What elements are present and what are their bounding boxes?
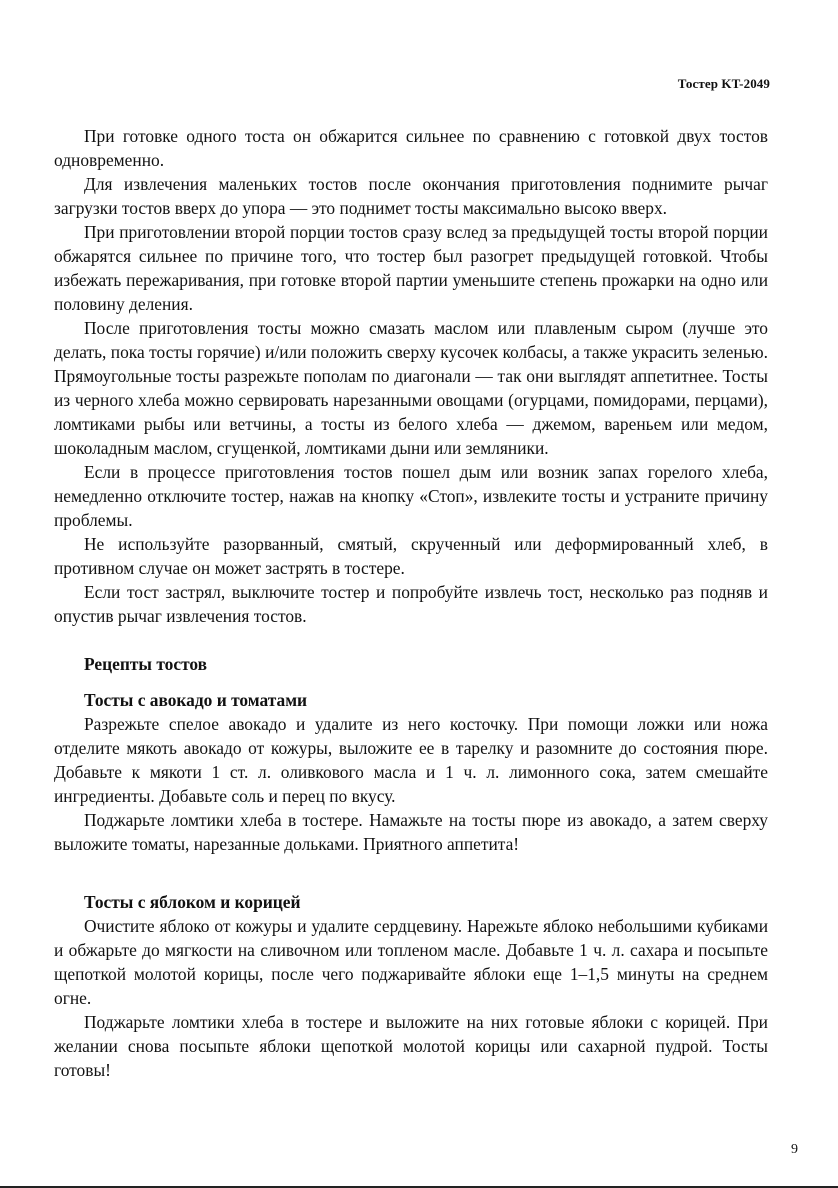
body-paragraph: При готовке одного тоста он обжарится сильнее по сравнению с готовкой двух тостов одновременно.: [54, 126, 768, 170]
page-content: [54, 124, 768, 1082]
section-heading: Рецепты тостов: [84, 654, 208, 674]
body-paragraph: После приготовления тосты можно смазать маслом или плавленым сыром (лучше это делать, пока тосты горячие) и/или положить сверху кусочек колбасы, а также украсить зеленью. Прямоугольные тосты разрежьте пополам по диагонали — так они выглядят аппетитнее. Тосты из черного хлеба можно сервировать нарезанными овощами (огурцами, помидорами, перцами), ломтиками рыбы или ветчины, а тосты из белого хлеба — джемом, вареньем или медом, шоколадным маслом, сгущенкой, ломтиками дыни или земляники.: [54, 318, 768, 458]
body-paragraph: Не используйте разорванный, смятый, скрученный или деформированный хлеб, в противном случае он может застрять в тостере.: [54, 534, 768, 578]
body-paragraph: Если в процессе приготовления тостов пошел дым или возник запах горелого хлеба, немедленно отключите тостер, нажав на кнопку «Стоп», извлеките тосты и устраните причину проблемы.: [54, 462, 768, 530]
recipe-paragraph: Разрежьте спелое авокадо и удалите из него косточку. При помощи ложки или ножа отделите мякоть авокадо от кожуры, выложите ее в тарелку и разомните до состояния пюре. Добавьте к мякоти 1 ст. л. оливкового масла и 1 ч. л. лимонного сока, затем смешайте ингредиенты. Добавьте соль и перец по вкусу.: [54, 714, 768, 806]
recipe-paragraph: Очистите яблоко от кожуры и удалите сердцевину. Нарежьте яблоко небольшими кубиками и обжарьте до мягкости на сливочном или топленом масле. Добавьте 1 ч. л. сахара и посыпьте щепоткой молотой корицы, после чего поджаривайте яблоки еще 1–1,5 минуты на среднем огне.: [54, 916, 768, 1008]
body-paragraph: При приготовлении второй порции тостов сразу вслед за предыдущей тосты второй порции обжарятся сильнее по причине того, что тостер был разогрет предыдущей готовкой. Чтобы избежать пережаривания, при готовке второй партии уменьшите степень прожарки на одно или половину деления.: [54, 222, 768, 314]
running-header: Тостер KT-2049: [677, 76, 770, 91]
recipe-paragraph: Поджарьте ломтики хлеба в тостере и выложите на них готовые яблоки с корицей. При желании снова посыпьте яблоки щепоткой молотой корицы или сахарной пудрой. Тосты готовы!: [54, 1012, 768, 1080]
body-paragraph: Если тост застрял, выключите тостер и попробуйте извлечь тост, несколько раз подняв и опустив рычаг извлечения тостов.: [54, 582, 768, 626]
body-paragraph: Для извлечения маленьких тостов после окончания приготовления поднимите рычаг загрузки тостов вверх до упора — это поднимет тосты максимально высоко вверх.: [54, 174, 768, 218]
page-number: 9: [791, 1142, 798, 1157]
recipe-title: Тосты с авокадо и томатами: [84, 690, 308, 710]
recipe-title: Тосты с яблоком и корицей: [84, 892, 301, 912]
recipe-paragraph: Поджарьте ломтики хлеба в тостере. Намажьте на тосты пюре из авокадо, а затем сверху выложите томаты, нарезанные дольками. Приятного аппетита!: [54, 810, 768, 854]
